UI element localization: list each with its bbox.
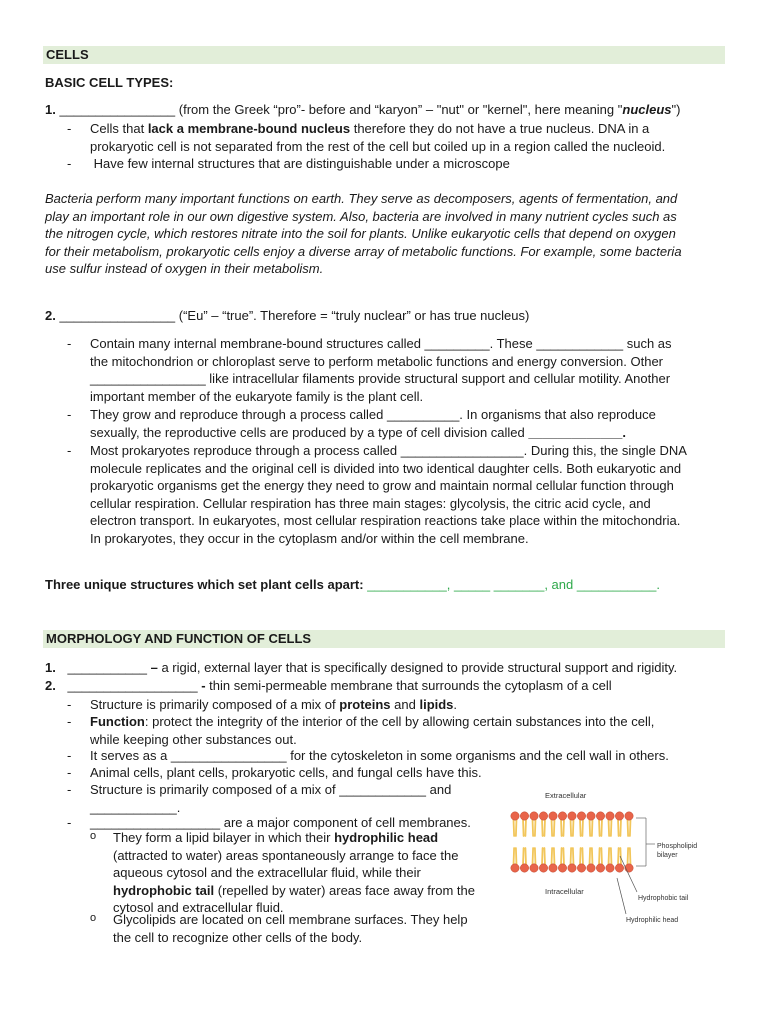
bullet-line: electron transport. In eukaryotes, most cellular respiration reactions take place within the mitochondria. bbox=[90, 513, 681, 528]
bullet-line: sexually, the reproductive cells are produced by a type of cell division called bbox=[90, 424, 529, 440]
morph-item-2 bbox=[45, 678, 612, 694]
answer-blank: ________________ bbox=[59, 308, 176, 323]
lipid-tail bbox=[571, 848, 572, 865]
lipid-head bbox=[625, 812, 633, 820]
label-intracellular: Intracellular bbox=[545, 887, 584, 896]
lipid-tail bbox=[523, 848, 524, 865]
bullet-line: ________________ like intracellular filaments provide structural support and cellular motility. Another bbox=[90, 371, 671, 386]
bullet-eukaryote-1 bbox=[90, 335, 730, 405]
sub-text: Glycolipids are located on cell membrane surfaces. They help bbox=[113, 912, 468, 927]
sub-bullet-bilayer bbox=[113, 829, 475, 917]
lipid-head bbox=[606, 812, 614, 820]
plant-structures-question bbox=[45, 577, 660, 593]
plant-answer-blanks: ___________, _____ _______, and ___________. bbox=[367, 577, 660, 592]
lipid-head bbox=[539, 812, 547, 820]
lipid-tail bbox=[561, 819, 562, 836]
bullet-dash: - bbox=[67, 748, 72, 763]
bullet-bold: proteins bbox=[339, 697, 391, 712]
sub-text: They form a lipid bilayer in which their bbox=[113, 830, 335, 845]
phospholipid-bilayer-figure bbox=[505, 786, 720, 926]
label-extracellular: Extracellular bbox=[545, 791, 587, 800]
bullet-eukaryote-3 bbox=[90, 442, 730, 547]
lipid-tail bbox=[544, 819, 545, 836]
item-number: 1. bbox=[45, 660, 56, 675]
bullet-text: ____________. bbox=[90, 799, 181, 815]
lipid-tail bbox=[599, 848, 600, 865]
lipid-head bbox=[596, 864, 604, 872]
lipid-tail bbox=[573, 848, 574, 865]
lipid-tail bbox=[514, 819, 515, 836]
lipid-tail bbox=[582, 819, 583, 836]
plant-question-label: Three unique structures which set plant cells apart: bbox=[45, 577, 368, 592]
bullet-line: Contain many internal membrane-bound structures called _________. These ____________ such as bbox=[90, 336, 672, 351]
membrane-bullet-2 bbox=[90, 713, 730, 748]
sub-bullet-circle: o bbox=[90, 830, 97, 842]
sub-bold: hydrophilic head bbox=[334, 830, 439, 845]
bullet-dash: - bbox=[67, 765, 72, 780]
lipid-tail bbox=[573, 819, 574, 836]
item-number: 2. bbox=[45, 678, 56, 693]
lipid-tail bbox=[535, 848, 536, 865]
bullet-eukaryote-2 bbox=[90, 406, 730, 441]
sub-text: (attracted to water) areas spontaneously arrange to face the bbox=[113, 847, 459, 863]
item-1-prokaryote bbox=[45, 102, 680, 118]
lipid-tail bbox=[618, 819, 619, 836]
lipid-tail bbox=[554, 848, 555, 865]
answer-blank: ________________ bbox=[59, 102, 176, 117]
lipid-head bbox=[587, 812, 595, 820]
bullet-line: the mitochondrion or chloroplast serve to perform metabolic functions and energy conversion. Other bbox=[90, 353, 664, 369]
lipid-head bbox=[568, 812, 576, 820]
lipid-head bbox=[530, 864, 538, 872]
lipid-head bbox=[577, 812, 585, 820]
lipid-tail bbox=[599, 819, 600, 836]
item-text: a rigid, external layer that is specifically designed to provide structural support and rigidity. bbox=[157, 660, 678, 675]
lipid-tail bbox=[590, 848, 591, 865]
answer-blank: _____________. bbox=[528, 424, 626, 440]
bullet-text: Structure is primarily composed of a mix of bbox=[90, 697, 340, 712]
bullet-bold: lack a membrane-bound nucleus bbox=[147, 121, 351, 136]
lipid-tail bbox=[618, 848, 619, 865]
bullet-dash: - bbox=[67, 443, 72, 458]
bullet-dash: - bbox=[67, 714, 72, 729]
item-2-eukaryote bbox=[45, 308, 529, 324]
lipid-head bbox=[549, 812, 557, 820]
section-header-morphology: MORPHOLOGY AND FUNCTION OF CELLS bbox=[43, 630, 725, 648]
lipid-head bbox=[511, 812, 519, 820]
bullet-dash: - bbox=[67, 407, 72, 422]
label-phospholipid: Phospholipid bbox=[657, 843, 698, 850]
bullet-dash: - bbox=[67, 815, 72, 830]
bullet-dash: - bbox=[67, 156, 72, 171]
membrane-bullet-3: It serves as a ________________ for the cytoskeleton in some organisms and the cell wall in others. bbox=[90, 748, 669, 763]
lipid-tail bbox=[630, 819, 631, 836]
lipid-tail bbox=[516, 848, 517, 865]
lipid-tail bbox=[580, 848, 581, 865]
lipid-tail bbox=[628, 819, 629, 836]
lipid-head bbox=[549, 864, 557, 872]
lipid-tail bbox=[609, 819, 610, 836]
lipid-tail bbox=[628, 848, 629, 865]
item-text: (“Eu” – “true”. Therefore = “truly nuclear” or has true nucleus) bbox=[175, 308, 530, 323]
lipid-tail bbox=[561, 848, 562, 865]
lipid-tail bbox=[516, 819, 517, 836]
bullet-text: . bbox=[453, 697, 458, 712]
bullet-text: and bbox=[390, 697, 420, 712]
lipid-tail bbox=[563, 819, 564, 836]
lipid-head bbox=[530, 812, 538, 820]
lipid-tail bbox=[592, 848, 593, 865]
lipid-head bbox=[625, 864, 633, 872]
lipid-tail bbox=[525, 848, 526, 865]
lipid-head bbox=[606, 864, 614, 872]
bullet-line: In prokaryotes, they occur in the cytoplasm and/or within the cell membrane. bbox=[90, 530, 529, 546]
membrane-bullet-5 bbox=[90, 781, 451, 816]
bullet-prokaryote-1 bbox=[90, 120, 730, 155]
bullet-line: molecule replicates and the original cell is divided into two identical daughter cells. Both eukaryotic and bbox=[90, 460, 682, 476]
lipid-head bbox=[596, 812, 604, 820]
lipid-molecules bbox=[511, 812, 633, 872]
lipid-tail bbox=[592, 819, 593, 836]
sub-text: (repelled by water) areas face away from the bbox=[214, 882, 475, 898]
lipid-tail bbox=[590, 819, 591, 836]
lipid-head bbox=[539, 864, 547, 872]
lipid-tail bbox=[611, 848, 612, 865]
bullet-text: therefore they do not have a true nucleus. DNA in a bbox=[350, 121, 650, 136]
bullet-bold: lipids bbox=[419, 697, 454, 712]
lipid-head bbox=[558, 864, 566, 872]
lipid-head bbox=[558, 812, 566, 820]
bullet-dash: - bbox=[67, 697, 72, 712]
bullet-text: Cells that bbox=[90, 121, 148, 136]
lipid-tail bbox=[525, 819, 526, 836]
sub-text: the cell to recognize other cells of the body. bbox=[113, 929, 363, 945]
item-number: 1. bbox=[45, 102, 56, 117]
lipid-head bbox=[511, 864, 519, 872]
answer-blank: ___________ bbox=[67, 660, 147, 675]
label-bilayer: bilayer bbox=[657, 852, 678, 859]
lipid-tail bbox=[571, 819, 572, 836]
lipid-tail bbox=[609, 848, 610, 865]
lipid-tail bbox=[523, 819, 524, 836]
lipid-head bbox=[520, 864, 528, 872]
lipid-tail bbox=[563, 848, 564, 865]
label-hydrophobic-tail: Hydrophobic tail bbox=[638, 895, 689, 902]
emphasis-nucleus: nucleus bbox=[622, 102, 672, 117]
basic-cell-types-title: BASIC CELL TYPES: bbox=[45, 75, 174, 90]
bullet-dash: - bbox=[67, 782, 72, 797]
sub-bullet-circle: o bbox=[90, 912, 97, 924]
label-hydrophilic-head: Hydrophilic head bbox=[626, 917, 679, 924]
lipid-tail bbox=[542, 848, 543, 865]
lipid-tail bbox=[552, 819, 553, 836]
bullet-line: prokaryotic organisms get the energy they need to grow and maintain normal cellular function through bbox=[90, 478, 674, 493]
lipid-tail bbox=[611, 819, 612, 836]
bullet-bold: Function bbox=[90, 714, 145, 729]
lipid-tail bbox=[514, 848, 515, 865]
lipid-tail bbox=[620, 819, 621, 836]
item-dash: - bbox=[197, 678, 206, 693]
lipid-head bbox=[615, 864, 623, 872]
item-dash: – bbox=[147, 660, 158, 675]
lipid-tail bbox=[554, 819, 555, 836]
paragraph-line: play an important role in our own digestive system. Also, bacteria are involved in many nutrient cycles such as bbox=[45, 208, 677, 224]
sub-text: aqueous cytosol and the extracellular fluid, while their bbox=[113, 865, 421, 880]
lipid-tail bbox=[544, 848, 545, 865]
paragraph-line: use sulfur instead of oxygen in their metabolism. bbox=[45, 261, 324, 277]
item-number: 2. bbox=[45, 308, 56, 323]
sub-bullet-glycolipids bbox=[113, 911, 468, 946]
bullet-dash: - bbox=[67, 121, 72, 136]
lipid-head bbox=[587, 864, 595, 872]
lipid-tail bbox=[533, 819, 534, 836]
lipid-head bbox=[615, 812, 623, 820]
lipid-head bbox=[568, 864, 576, 872]
lipid-tail bbox=[580, 819, 581, 836]
membrane-bullet-4: Animal cells, plant cells, prokaryotic cells, and fungal cells have this. bbox=[90, 765, 482, 780]
item-text: (from the Greek “pro”- before and “karyon” – "nut" or "kernel", here meaning " bbox=[175, 102, 623, 117]
bullet-line: They grow and reproduce through a process called __________. In organisms that also reproduce bbox=[90, 407, 656, 422]
sub-bold: hydrophobic tail bbox=[113, 882, 215, 898]
pointer-line-head bbox=[617, 878, 626, 914]
bullet-text: : protect the integrity of the interior of the cell by allowing certain substances into the cell, bbox=[144, 714, 655, 729]
paragraph-line: for their metabolism, prokaryotic cells enjoy a diverse array of metabolic functions. For example, some bacteria bbox=[45, 243, 682, 259]
item-text-end: ") bbox=[671, 102, 681, 117]
bullet-dash: - bbox=[67, 336, 72, 351]
answer-blank: __________________ bbox=[67, 678, 198, 693]
bullet-prokaryote-2: Have few internal structures that are distinguishable under a microscope bbox=[90, 156, 510, 171]
lipid-tail bbox=[533, 848, 534, 865]
lipid-tail bbox=[630, 848, 631, 865]
bullet-text: Structure is primarily composed of a mix of ____________ and bbox=[90, 782, 452, 797]
membrane-bullet-6: __________________ are a major component of cell membranes. bbox=[90, 815, 471, 830]
membrane-bullet-1 bbox=[90, 696, 457, 714]
bullet-text: while keeping other substances out. bbox=[90, 731, 297, 747]
bullet-line: important member of the eukaryote family is the plant cell. bbox=[90, 388, 424, 404]
bullet-line: cellular respiration. Cellular respiration has three main stages: glycolysis, the citric acid cycle, and bbox=[90, 495, 651, 511]
lipid-tail bbox=[601, 819, 602, 836]
bullet-text: prokaryotic cell is not separated from the rest of the cell but coiled up in a region called the nucleoid. bbox=[90, 138, 666, 154]
sub-text: cytosol and extracellular fluid. bbox=[113, 900, 284, 915]
item-text: thin semi-permeable membrane that surrounds the cytoplasm of a cell bbox=[205, 678, 612, 693]
lipid-tail bbox=[542, 819, 543, 836]
section-header-cells: CELLS bbox=[43, 46, 725, 64]
morph-item-1 bbox=[45, 660, 677, 676]
lipid-head bbox=[577, 864, 585, 872]
lipid-head bbox=[520, 812, 528, 820]
lipid-tail bbox=[582, 848, 583, 865]
bacteria-paragraph bbox=[45, 190, 725, 278]
lipid-tail bbox=[535, 819, 536, 836]
lipid-tail bbox=[601, 848, 602, 865]
lipid-tail bbox=[552, 848, 553, 865]
bullet-line: Most prokaryotes reproduce through a process called _________________. During this, the single DNA bbox=[90, 443, 687, 458]
paragraph-line: the nitrogen cycle, which restores nitrate into the soil for plants. Unlike eukaryotic cells that depend on oxygen bbox=[45, 226, 676, 242]
paragraph-line: Bacteria perform many important functions on earth. They serve as decomposers, agents of fermentation, and bbox=[45, 191, 678, 206]
